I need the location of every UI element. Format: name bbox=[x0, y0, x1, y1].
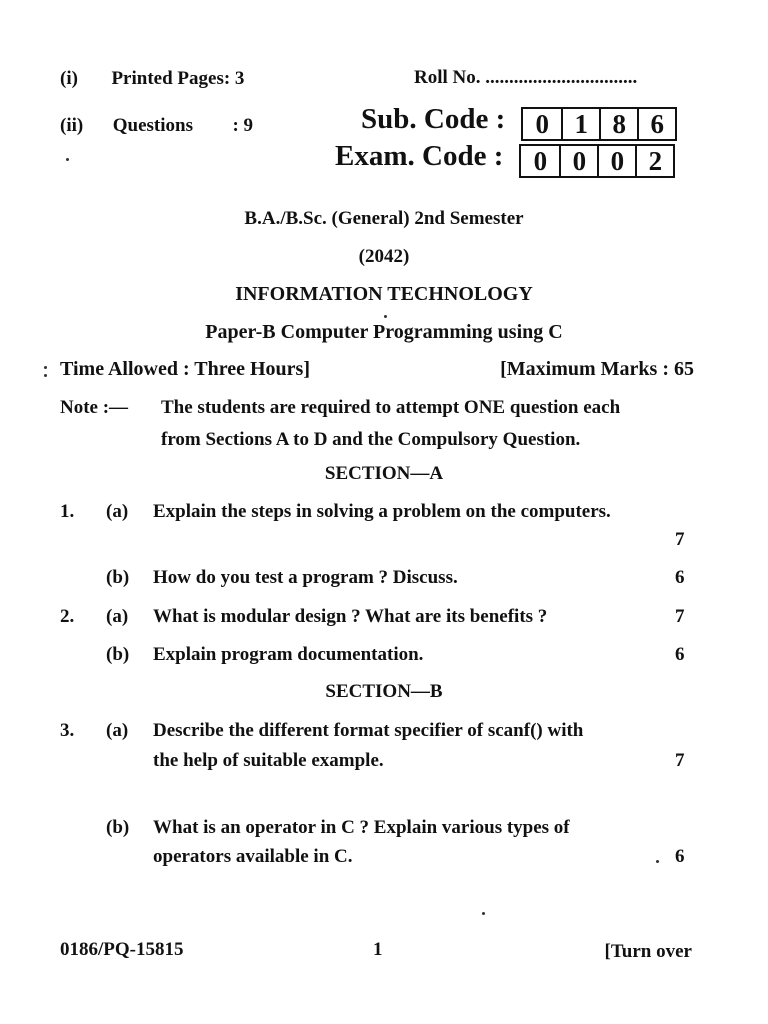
course-title: B.A./B.Sc. (General) 2nd Semester bbox=[244, 208, 524, 229]
q2b-part: (b) bbox=[106, 644, 130, 665]
q1a-part: (a) bbox=[106, 501, 129, 522]
questions-count-line bbox=[60, 115, 253, 137]
scan-speck bbox=[384, 315, 387, 318]
scan-speck bbox=[44, 366, 47, 369]
subject-title: INFORMATION TECHNOLOGY bbox=[235, 283, 533, 305]
q3a-marks: 7 bbox=[675, 750, 685, 771]
q1b-marks: 6 bbox=[675, 567, 685, 588]
note-line-1: The students are required to attempt ONE question each bbox=[161, 397, 621, 418]
note-line-2: from Sections A to D and the Compulsory Question. bbox=[161, 429, 581, 450]
sub-code-digit: 1 bbox=[561, 109, 599, 139]
scan-speck bbox=[482, 912, 485, 915]
turn-over: [Turn over bbox=[604, 941, 692, 962]
questions-value: : 9 bbox=[232, 115, 254, 136]
printed-pages-num: (i) bbox=[60, 68, 78, 89]
questions-num: (ii) bbox=[60, 115, 84, 136]
q2b-text: Explain program documentation. bbox=[153, 644, 424, 665]
paper-title: Paper-B Computer Programming using C bbox=[205, 321, 563, 343]
q1b-part: (b) bbox=[106, 567, 130, 588]
q1-number: 1. bbox=[60, 501, 75, 522]
exam-code-digit: 0 bbox=[597, 146, 635, 176]
q3b-line-2: operators available in C. bbox=[153, 846, 353, 867]
questions-label: Questions bbox=[112, 115, 193, 136]
printed-pages-label: Printed Pages: 3 bbox=[111, 68, 245, 89]
q3b-part: (b) bbox=[106, 817, 130, 838]
section-b-heading: SECTION—B bbox=[325, 681, 443, 702]
q1a-marks: 7 bbox=[675, 529, 685, 550]
note-label: Note :— bbox=[60, 397, 129, 418]
exam-code-digit: 0 bbox=[559, 146, 597, 176]
q2a-part: (a) bbox=[106, 606, 129, 627]
sub-code-digit: 6 bbox=[637, 109, 675, 139]
exam-code-digit: 0 bbox=[533, 146, 548, 177]
exam-code-label: Exam. Code : bbox=[335, 140, 504, 172]
q3a-part: (a) bbox=[106, 720, 129, 741]
q1a-text: Explain the steps in solving a problem on the computers. bbox=[153, 501, 611, 522]
q2a-marks: 7 bbox=[675, 606, 685, 627]
q1b-text: How do you test a program ? Discuss. bbox=[153, 567, 458, 588]
q2-number: 2. bbox=[60, 606, 75, 627]
printed-pages-line bbox=[60, 68, 244, 90]
page-number: 1 bbox=[373, 939, 383, 960]
sub-code-digit: 8 bbox=[599, 109, 637, 139]
exam-code-digit: 2 bbox=[635, 146, 673, 176]
q3b-line-1: What is an operator in C ? Explain various types of bbox=[153, 817, 570, 838]
time-allowed: Time Allowed : Three Hours] bbox=[60, 358, 310, 380]
sub-code-label: Sub. Code : bbox=[361, 103, 506, 135]
scan-speck bbox=[44, 374, 47, 377]
scan-speck bbox=[66, 158, 69, 161]
roll-no: Roll No. ................................ bbox=[414, 67, 638, 88]
sub-code-row bbox=[361, 103, 677, 141]
q2b-marks: 6 bbox=[675, 644, 685, 665]
exam-code-box bbox=[519, 144, 675, 178]
q3-number: 3. bbox=[60, 720, 75, 741]
q3a-line-1: Describe the different format specifier of scanf() with bbox=[153, 720, 584, 741]
scan-speck bbox=[656, 860, 659, 863]
sub-code-box bbox=[521, 107, 677, 141]
q2a-text: What is modular design ? What are its benefits ? bbox=[153, 606, 548, 627]
paper-code: (2042) bbox=[358, 246, 410, 267]
exam-code-row bbox=[335, 140, 675, 178]
sub-code-digit: 0 bbox=[535, 109, 549, 140]
q3b-marks: 6 bbox=[675, 846, 685, 867]
section-a-heading: SECTION—A bbox=[324, 463, 444, 484]
footer-code: 0186/PQ-15815 bbox=[60, 939, 184, 960]
maximum-marks: [Maximum Marks : 65 bbox=[500, 358, 694, 380]
q3a-line-2: the help of suitable example. bbox=[153, 750, 384, 771]
